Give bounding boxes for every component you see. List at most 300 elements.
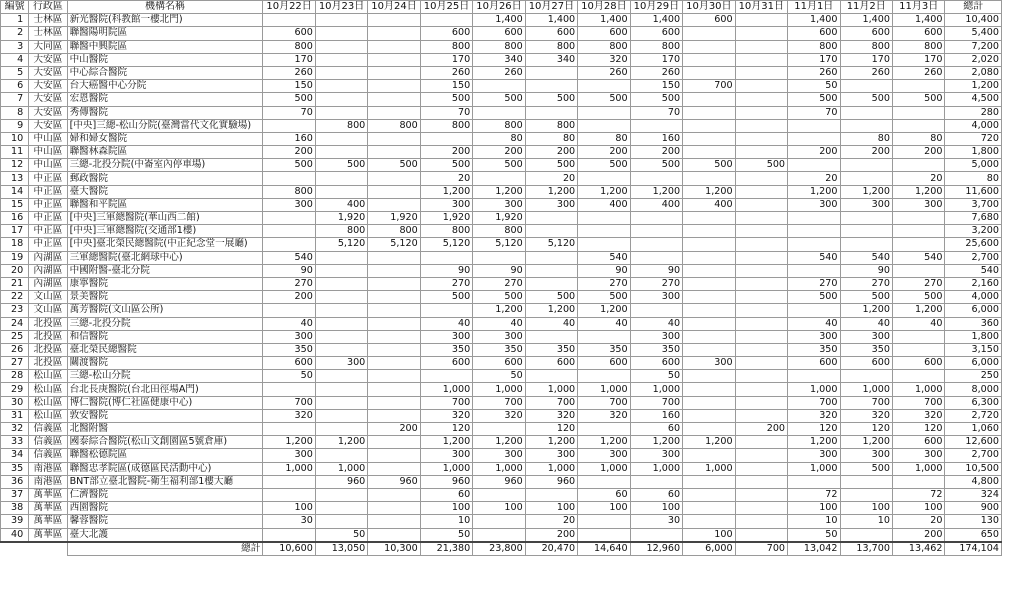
count-cell[interactable]: 200 — [263, 291, 315, 304]
count-cell[interactable]: 40 — [473, 317, 525, 330]
count-cell[interactable]: 170 — [263, 53, 315, 66]
facility-name-cell[interactable]: 關渡醫院 — [67, 357, 263, 370]
district-cell[interactable]: 中山區 — [29, 159, 67, 172]
count-cell[interactable] — [368, 14, 420, 27]
total-value-cell[interactable]: 174,104 — [945, 542, 1002, 556]
count-cell[interactable]: 700 — [788, 396, 840, 409]
row-number-cell[interactable]: 33 — [1, 436, 29, 449]
count-cell[interactable] — [840, 488, 892, 501]
count-cell[interactable] — [735, 475, 787, 488]
count-cell[interactable]: 600 — [420, 357, 472, 370]
count-cell[interactable]: 270 — [578, 277, 630, 290]
count-cell[interactable]: 320 — [840, 409, 892, 422]
count-cell[interactable] — [840, 212, 892, 225]
count-cell[interactable] — [788, 225, 840, 238]
count-cell[interactable]: 2,700 — [945, 449, 1002, 462]
count-cell[interactable]: 600 — [525, 27, 577, 40]
count-cell[interactable]: 4,000 — [945, 291, 1002, 304]
count-cell[interactable]: 1,200 — [892, 304, 944, 317]
count-cell[interactable]: 600 — [892, 436, 944, 449]
count-cell[interactable]: 360 — [945, 317, 1002, 330]
district-cell[interactable]: 萬華區 — [29, 488, 67, 501]
count-cell[interactable]: 1,000 — [263, 462, 315, 475]
row-number-cell[interactable]: 36 — [1, 475, 29, 488]
count-cell[interactable]: 1,000 — [420, 462, 472, 475]
count-cell[interactable]: 5,120 — [368, 238, 420, 251]
row-number-cell[interactable]: 17 — [1, 225, 29, 238]
count-cell[interactable]: 1,200 — [578, 436, 630, 449]
count-cell[interactable]: 1,200 — [630, 185, 682, 198]
count-cell[interactable]: 250 — [945, 370, 1002, 383]
district-cell[interactable]: 中山區 — [29, 132, 67, 145]
count-cell[interactable] — [315, 396, 367, 409]
count-cell[interactable]: 40 — [630, 317, 682, 330]
count-cell[interactable]: 200 — [892, 528, 944, 542]
count-cell[interactable]: 500 — [630, 159, 682, 172]
count-cell[interactable]: 30 — [630, 515, 682, 528]
count-cell[interactable]: 260 — [788, 66, 840, 79]
count-cell[interactable]: 6,000 — [945, 357, 1002, 370]
district-cell[interactable]: 信義區 — [29, 449, 67, 462]
facility-name-cell[interactable]: 北醫附醫 — [67, 423, 263, 436]
count-cell[interactable]: 1,200 — [945, 80, 1002, 93]
count-cell[interactable] — [683, 93, 735, 106]
count-cell[interactable] — [788, 132, 840, 145]
count-cell[interactable] — [630, 119, 682, 132]
district-cell[interactable]: 北投區 — [29, 317, 67, 330]
count-cell[interactable]: 1,000 — [788, 383, 840, 396]
count-cell[interactable]: 270 — [788, 277, 840, 290]
count-cell[interactable]: 100 — [420, 502, 472, 515]
count-cell[interactable]: 600 — [840, 357, 892, 370]
count-cell[interactable]: 1,000 — [630, 462, 682, 475]
count-cell[interactable] — [630, 238, 682, 251]
count-cell[interactable]: 200 — [840, 146, 892, 159]
row-number-cell[interactable]: 27 — [1, 357, 29, 370]
count-cell[interactable]: 1,200 — [840, 304, 892, 317]
count-cell[interactable] — [315, 277, 367, 290]
count-cell[interactable]: 350 — [578, 343, 630, 356]
facility-name-cell[interactable]: 敦安醫院 — [67, 409, 263, 422]
district-cell[interactable]: 內湖區 — [29, 277, 67, 290]
total-value-cell[interactable]: 14,640 — [578, 542, 630, 556]
count-cell[interactable]: 50 — [315, 528, 367, 542]
count-cell[interactable]: 2,720 — [945, 409, 1002, 422]
count-cell[interactable]: 6,300 — [945, 396, 1002, 409]
count-cell[interactable]: 170 — [788, 53, 840, 66]
count-cell[interactable] — [840, 80, 892, 93]
count-cell[interactable]: 170 — [840, 53, 892, 66]
district-cell[interactable]: 大安區 — [29, 53, 67, 66]
count-cell[interactable]: 270 — [473, 277, 525, 290]
count-cell[interactable] — [420, 370, 472, 383]
row-number-cell[interactable]: 25 — [1, 330, 29, 343]
row-number-cell[interactable]: 32 — [1, 423, 29, 436]
count-cell[interactable]: 160 — [630, 409, 682, 422]
column-header[interactable]: 總計 — [945, 1, 1002, 14]
facility-name-cell[interactable]: 西園醫院 — [67, 502, 263, 515]
count-cell[interactable] — [578, 238, 630, 251]
row-number-cell[interactable]: 1 — [1, 14, 29, 27]
count-cell[interactable] — [473, 423, 525, 436]
count-cell[interactable]: 5,400 — [945, 27, 1002, 40]
count-cell[interactable]: 500 — [892, 93, 944, 106]
count-cell[interactable] — [315, 502, 367, 515]
count-cell[interactable] — [892, 238, 944, 251]
total-value-cell[interactable]: 20,470 — [525, 542, 577, 556]
facility-name-cell[interactable]: [中央]三總-松山分院(臺灣當代文化實驗場) — [67, 119, 263, 132]
count-cell[interactable] — [630, 528, 682, 542]
count-cell[interactable] — [735, 488, 787, 501]
column-header[interactable]: 機構名稱 — [67, 1, 263, 14]
facility-name-cell[interactable]: 康寧醫院 — [67, 277, 263, 290]
column-header[interactable]: 11月1日 — [788, 1, 840, 14]
count-cell[interactable]: 600 — [525, 357, 577, 370]
count-cell[interactable] — [630, 172, 682, 185]
count-cell[interactable]: 20 — [525, 515, 577, 528]
count-cell[interactable] — [788, 264, 840, 277]
count-cell[interactable]: 270 — [420, 277, 472, 290]
count-cell[interactable] — [735, 462, 787, 475]
count-cell[interactable]: 1,200 — [683, 436, 735, 449]
count-cell[interactable] — [735, 409, 787, 422]
count-cell[interactable]: 800 — [630, 40, 682, 53]
count-cell[interactable]: 400 — [578, 198, 630, 211]
count-cell[interactable]: 60 — [420, 488, 472, 501]
count-cell[interactable]: 260 — [473, 66, 525, 79]
count-cell[interactable]: 1,000 — [892, 462, 944, 475]
count-cell[interactable]: 1,000 — [630, 383, 682, 396]
count-cell[interactable]: 800 — [788, 40, 840, 53]
count-cell[interactable] — [683, 106, 735, 119]
count-cell[interactable] — [840, 159, 892, 172]
count-cell[interactable]: 270 — [263, 277, 315, 290]
count-cell[interactable] — [578, 212, 630, 225]
district-cell[interactable]: 中正區 — [29, 238, 67, 251]
district-cell[interactable]: 信義區 — [29, 423, 67, 436]
count-cell[interactable]: 1,000 — [315, 462, 367, 475]
count-cell[interactable]: 200 — [525, 528, 577, 542]
district-cell[interactable]: 中正區 — [29, 212, 67, 225]
count-cell[interactable] — [263, 475, 315, 488]
count-cell[interactable] — [315, 172, 367, 185]
count-cell[interactable] — [315, 423, 367, 436]
count-cell[interactable] — [578, 106, 630, 119]
total-value-cell[interactable]: 6,000 — [683, 542, 735, 556]
district-cell[interactable]: 萬華區 — [29, 528, 67, 542]
count-cell[interactable] — [630, 251, 682, 264]
district-cell[interactable]: 中正區 — [29, 198, 67, 211]
count-cell[interactable] — [735, 238, 787, 251]
count-cell[interactable]: 120 — [788, 423, 840, 436]
count-cell[interactable]: 500 — [578, 159, 630, 172]
count-cell[interactable] — [683, 502, 735, 515]
count-cell[interactable] — [683, 53, 735, 66]
count-cell[interactable] — [368, 462, 420, 475]
district-cell[interactable]: 士林區 — [29, 14, 67, 27]
count-cell[interactable] — [683, 264, 735, 277]
count-cell[interactable]: 700 — [892, 396, 944, 409]
count-cell[interactable]: 90 — [263, 264, 315, 277]
count-cell[interactable]: 7,680 — [945, 212, 1002, 225]
count-cell[interactable]: 100 — [525, 502, 577, 515]
count-cell[interactable]: 1,000 — [892, 383, 944, 396]
count-cell[interactable] — [368, 198, 420, 211]
count-cell[interactable]: 1,800 — [945, 330, 1002, 343]
row-number-cell[interactable]: 6 — [1, 80, 29, 93]
count-cell[interactable] — [263, 238, 315, 251]
count-cell[interactable]: 320 — [473, 409, 525, 422]
count-cell[interactable]: 300 — [892, 198, 944, 211]
count-cell[interactable]: 100 — [840, 502, 892, 515]
count-cell[interactable]: 500 — [263, 93, 315, 106]
count-cell[interactable] — [683, 27, 735, 40]
count-cell[interactable] — [735, 93, 787, 106]
count-cell[interactable]: 500 — [840, 462, 892, 475]
count-cell[interactable]: 40 — [263, 317, 315, 330]
count-cell[interactable]: 100 — [473, 502, 525, 515]
count-cell[interactable]: 320 — [892, 409, 944, 422]
count-cell[interactable]: 150 — [630, 80, 682, 93]
count-cell[interactable] — [683, 409, 735, 422]
count-cell[interactable]: 720 — [945, 132, 1002, 145]
count-cell[interactable]: 270 — [630, 277, 682, 290]
count-cell[interactable]: 10,500 — [945, 462, 1002, 475]
count-cell[interactable] — [368, 449, 420, 462]
count-cell[interactable] — [892, 119, 944, 132]
count-cell[interactable] — [578, 475, 630, 488]
count-cell[interactable]: 50 — [630, 370, 682, 383]
count-cell[interactable]: 300 — [840, 330, 892, 343]
facility-name-cell[interactable]: 博仁醫院(博仁社區健康中心) — [67, 396, 263, 409]
row-number-cell[interactable]: 28 — [1, 370, 29, 383]
count-cell[interactable] — [368, 53, 420, 66]
count-cell[interactable] — [840, 106, 892, 119]
count-cell[interactable]: 340 — [473, 53, 525, 66]
count-cell[interactable]: 350 — [263, 343, 315, 356]
count-cell[interactable] — [892, 106, 944, 119]
count-cell[interactable] — [263, 304, 315, 317]
count-cell[interactable] — [683, 146, 735, 159]
row-number-cell[interactable]: 18 — [1, 238, 29, 251]
facility-name-cell[interactable]: 仁濟醫院 — [67, 488, 263, 501]
count-cell[interactable]: 1,200 — [473, 304, 525, 317]
count-cell[interactable]: 120 — [525, 423, 577, 436]
count-cell[interactable] — [473, 106, 525, 119]
count-cell[interactable]: 160 — [630, 132, 682, 145]
count-cell[interactable]: 1,200 — [788, 185, 840, 198]
facility-name-cell[interactable]: BNT部立臺北醫院-衛生福利部1樓大廳 — [67, 475, 263, 488]
count-cell[interactable]: 200 — [525, 146, 577, 159]
count-cell[interactable] — [892, 264, 944, 277]
count-cell[interactable]: 500 — [630, 93, 682, 106]
count-cell[interactable]: 600 — [420, 27, 472, 40]
total-value-cell[interactable]: 21,380 — [420, 542, 472, 556]
column-header[interactable]: 10月29日 — [630, 1, 682, 14]
count-cell[interactable]: 400 — [683, 198, 735, 211]
count-cell[interactable] — [840, 370, 892, 383]
count-cell[interactable]: 300 — [263, 330, 315, 343]
count-cell[interactable] — [525, 80, 577, 93]
count-cell[interactable]: 1,200 — [315, 436, 367, 449]
count-cell[interactable]: 600 — [630, 357, 682, 370]
count-cell[interactable]: 600 — [578, 27, 630, 40]
district-cell[interactable]: 松山區 — [29, 409, 67, 422]
count-cell[interactable] — [368, 80, 420, 93]
count-cell[interactable] — [735, 53, 787, 66]
count-cell[interactable] — [683, 343, 735, 356]
count-cell[interactable]: 500 — [420, 291, 472, 304]
facility-name-cell[interactable]: 台北長庚醫院(台北田徑場A門) — [67, 383, 263, 396]
column-header[interactable]: 10月23日 — [315, 1, 367, 14]
row-number-cell[interactable]: 11 — [1, 146, 29, 159]
count-cell[interactable]: 100 — [630, 502, 682, 515]
facility-name-cell[interactable]: 婦和婦女醫院 — [67, 132, 263, 145]
count-cell[interactable] — [315, 449, 367, 462]
total-value-cell[interactable]: 13,050 — [315, 542, 367, 556]
count-cell[interactable]: 700 — [525, 396, 577, 409]
count-cell[interactable]: 540 — [578, 251, 630, 264]
count-cell[interactable] — [315, 343, 367, 356]
count-cell[interactable] — [735, 396, 787, 409]
total-value-cell[interactable]: 10,600 — [263, 542, 315, 556]
count-cell[interactable] — [735, 330, 787, 343]
count-cell[interactable] — [683, 132, 735, 145]
facility-name-cell[interactable]: 聯醫松德院區 — [67, 449, 263, 462]
column-header[interactable]: 11月3日 — [892, 1, 944, 14]
count-cell[interactable] — [368, 502, 420, 515]
count-cell[interactable] — [525, 370, 577, 383]
total-value-cell[interactable]: 13,042 — [788, 542, 840, 556]
count-cell[interactable] — [368, 304, 420, 317]
count-cell[interactable] — [788, 304, 840, 317]
facility-name-cell[interactable]: 萬芳醫院(文山區公所) — [67, 304, 263, 317]
facility-name-cell[interactable]: 三總-松山分院 — [67, 370, 263, 383]
count-cell[interactable]: 1,000 — [473, 462, 525, 475]
count-cell[interactable]: 100 — [263, 502, 315, 515]
count-cell[interactable] — [735, 343, 787, 356]
count-cell[interactable] — [368, 317, 420, 330]
count-cell[interactable]: 200 — [630, 146, 682, 159]
count-cell[interactable] — [683, 370, 735, 383]
count-cell[interactable] — [368, 185, 420, 198]
count-cell[interactable] — [368, 66, 420, 79]
count-cell[interactable]: 800 — [840, 40, 892, 53]
count-cell[interactable]: 320 — [420, 409, 472, 422]
district-cell[interactable]: 大安區 — [29, 66, 67, 79]
row-number-cell[interactable]: 15 — [1, 198, 29, 211]
count-cell[interactable] — [315, 53, 367, 66]
count-cell[interactable] — [630, 475, 682, 488]
count-cell[interactable] — [578, 80, 630, 93]
count-cell[interactable] — [683, 515, 735, 528]
count-cell[interactable]: 280 — [945, 106, 1002, 119]
facility-name-cell[interactable]: 馨蓉醫院 — [67, 515, 263, 528]
count-cell[interactable]: 800 — [315, 119, 367, 132]
count-cell[interactable]: 2,020 — [945, 53, 1002, 66]
count-cell[interactable]: 260 — [578, 66, 630, 79]
count-cell[interactable]: 50 — [473, 370, 525, 383]
district-cell[interactable]: 北投區 — [29, 343, 67, 356]
count-cell[interactable] — [788, 159, 840, 172]
count-cell[interactable] — [683, 66, 735, 79]
count-cell[interactable] — [683, 277, 735, 290]
count-cell[interactable] — [735, 502, 787, 515]
count-cell[interactable] — [840, 172, 892, 185]
count-cell[interactable] — [525, 66, 577, 79]
row-number-cell[interactable]: 35 — [1, 462, 29, 475]
count-cell[interactable]: 160 — [263, 132, 315, 145]
count-cell[interactable] — [683, 304, 735, 317]
count-cell[interactable]: 600 — [578, 357, 630, 370]
count-cell[interactable]: 800 — [420, 40, 472, 53]
count-cell[interactable]: 350 — [788, 343, 840, 356]
district-cell[interactable]: 松山區 — [29, 370, 67, 383]
count-cell[interactable]: 500 — [315, 159, 367, 172]
count-cell[interactable]: 600 — [683, 14, 735, 27]
count-cell[interactable] — [735, 146, 787, 159]
count-cell[interactable]: 500 — [473, 93, 525, 106]
count-cell[interactable] — [735, 264, 787, 277]
row-number-cell[interactable]: 7 — [1, 93, 29, 106]
count-cell[interactable] — [735, 436, 787, 449]
count-cell[interactable] — [735, 132, 787, 145]
count-cell[interactable]: 500 — [788, 291, 840, 304]
count-cell[interactable]: 2,160 — [945, 277, 1002, 290]
count-cell[interactable] — [683, 488, 735, 501]
count-cell[interactable] — [525, 212, 577, 225]
facility-name-cell[interactable]: 臺大醫院 — [67, 185, 263, 198]
count-cell[interactable]: 800 — [420, 119, 472, 132]
facility-name-cell[interactable]: [中央]三軍總醫院(交通部1樓) — [67, 225, 263, 238]
count-cell[interactable]: 900 — [945, 502, 1002, 515]
count-cell[interactable] — [735, 225, 787, 238]
district-cell[interactable]: 南港區 — [29, 462, 67, 475]
facility-name-cell[interactable]: 中山醫院 — [67, 53, 263, 66]
count-cell[interactable] — [788, 119, 840, 132]
count-cell[interactable]: 4,800 — [945, 475, 1002, 488]
count-cell[interactable] — [578, 423, 630, 436]
row-number-cell[interactable]: 19 — [1, 251, 29, 264]
count-cell[interactable]: 400 — [315, 198, 367, 211]
count-cell[interactable] — [368, 264, 420, 277]
count-cell[interactable]: 80 — [840, 132, 892, 145]
count-cell[interactable]: 1,200 — [892, 185, 944, 198]
count-cell[interactable] — [735, 304, 787, 317]
count-cell[interactable] — [368, 515, 420, 528]
count-cell[interactable]: 350 — [525, 343, 577, 356]
count-cell[interactable]: 72 — [892, 488, 944, 501]
row-number-cell[interactable]: 14 — [1, 185, 29, 198]
count-cell[interactable]: 20 — [788, 172, 840, 185]
row-number-cell[interactable]: 31 — [1, 409, 29, 422]
count-cell[interactable] — [683, 291, 735, 304]
district-cell[interactable]: 松山區 — [29, 396, 67, 409]
row-number-cell[interactable]: 34 — [1, 449, 29, 462]
count-cell[interactable] — [683, 423, 735, 436]
count-cell[interactable]: 300 — [840, 198, 892, 211]
count-cell[interactable] — [683, 225, 735, 238]
district-cell[interactable]: 內湖區 — [29, 264, 67, 277]
count-cell[interactable]: 500 — [840, 93, 892, 106]
count-cell[interactable]: 10 — [420, 515, 472, 528]
count-cell[interactable]: 70 — [420, 106, 472, 119]
count-cell[interactable] — [525, 264, 577, 277]
count-cell[interactable] — [263, 119, 315, 132]
row-number-cell[interactable]: 12 — [1, 159, 29, 172]
count-cell[interactable]: 300 — [263, 449, 315, 462]
count-cell[interactable]: 1,400 — [578, 14, 630, 27]
